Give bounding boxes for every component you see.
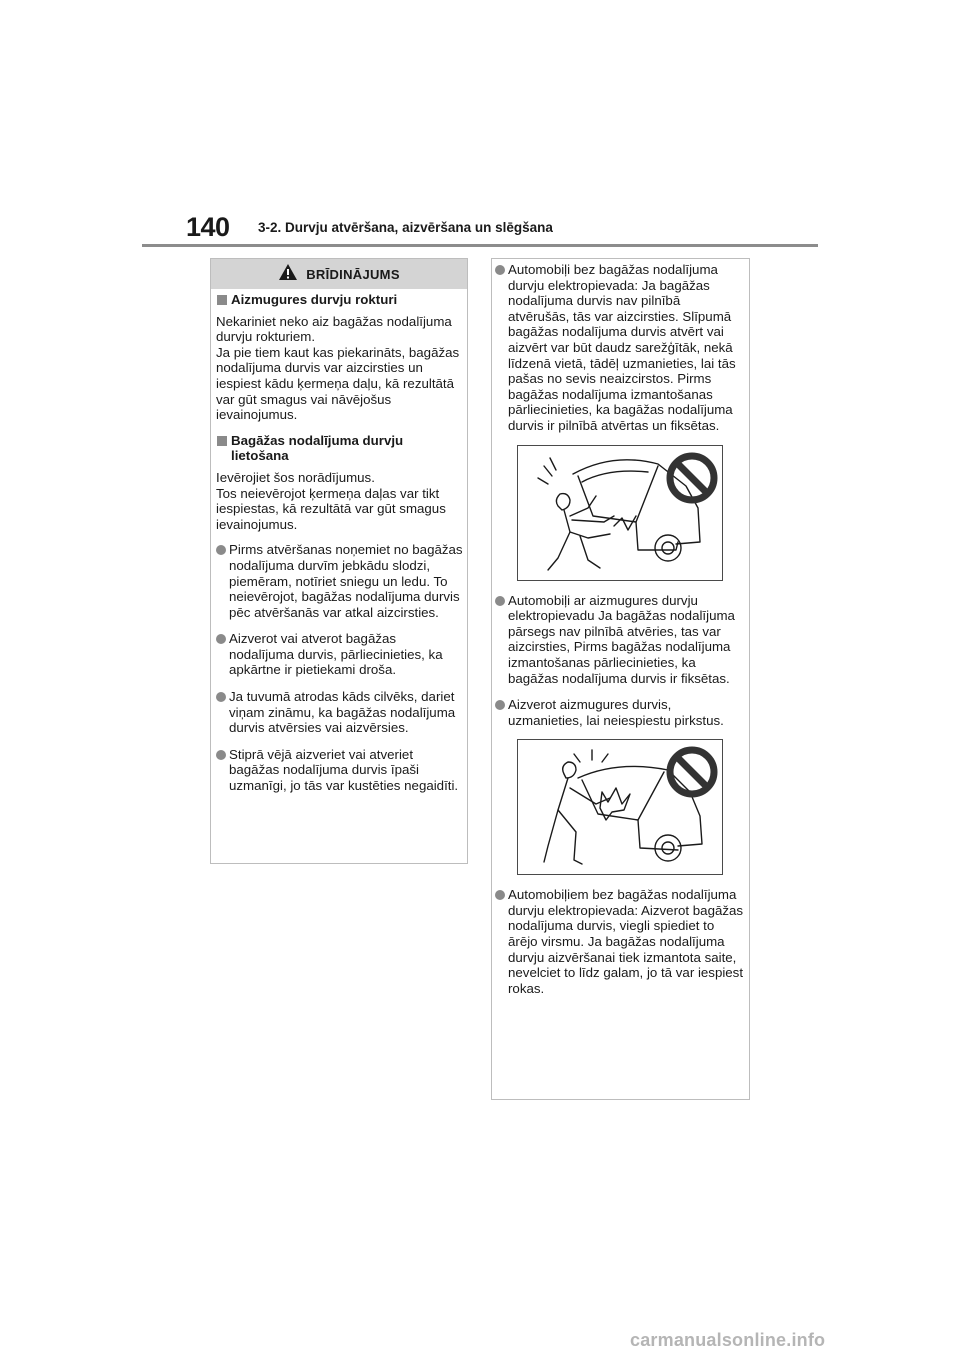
paragraph-line: Tos neievērojot ķermeņa daļas var tikt iespiestas, kā rezultātā var gūt smagus ievainojumus.: [216, 485, 446, 532]
list-item: [216, 747, 464, 794]
round-bullet-icon: [495, 700, 505, 710]
warning-triangle-icon: [278, 263, 298, 286]
paragraph: [216, 470, 464, 532]
list-item-text: Aizverot vai atverot bagāžas nodalījuma durvis, pārliecinieties, ka apkārtne ir pietiekami droša.: [229, 631, 443, 678]
round-bullet-icon: [495, 890, 505, 900]
subheading-text: Bagāžas nodalījuma durvju lietošana: [231, 432, 404, 464]
round-bullet-icon: [216, 634, 226, 644]
square-bullet-icon: [217, 436, 227, 446]
subheading: [216, 292, 464, 308]
list-item: [495, 887, 745, 996]
header-rule: [142, 244, 818, 247]
list-item: [495, 697, 745, 728]
section-title: 3-2. Durvju atvēršana, aizvēršana un slēgšana: [258, 220, 553, 235]
list-item: [495, 593, 745, 687]
list-item-text: Stiprā vējā aizveriet vai atveriet bagāžas nodalījuma durvis īpaši uzmanīgi, jo tās var kustēties negaidīti.: [229, 746, 459, 794]
list-item: [216, 689, 464, 736]
list-item-text: Pirms atvēršanas noņemiet no bagāžas nodalījuma durvīm jebkādu slodzi, piemēram, notīriet sniegu un ledu. To neievērojot, bagāžas nodalījuma durvis pēc atvēršanās var atkal aizcirsties.: [229, 542, 463, 620]
round-bullet-icon: [495, 265, 505, 275]
list-item: [495, 262, 745, 434]
round-bullet-icon: [216, 545, 226, 555]
warning-title: BRĪDINĀJUMS: [306, 266, 400, 282]
list-item: [216, 631, 464, 678]
list-item: [216, 542, 464, 620]
warning-content: [216, 292, 464, 805]
watermark: carmanualsonline.info: [630, 1330, 826, 1350]
page-number: 140: [186, 212, 230, 242]
right-content: [495, 262, 745, 1007]
list-item-text: Ja tuvumā atrodas kāds cilvēks, dariet viņam zināmu, ka bagāžas nodalījuma durvis atvērsies vai aizvērsies.: [229, 689, 456, 736]
paragraph-line: Ja pie tiem kaut kas piekarināts, bagāžas nodalījuma durvis var aizcirsties un iespiest kādu ķermeņa daļu, kā rezultātā var gūt smagus vai nāvējošus ievainojumus.: [216, 344, 460, 423]
list-item-text: Aizverot aizmugures durvis, uzmanieties, lai neiespiestu pirkstus.: [508, 697, 724, 728]
list-item-text: Automobiļi bez bagāžas nodalījuma durvju elektropievada: Ja bagāžas nodalījuma durvis nav pilnībā atvērušās, tās var aizcirsties. Slīpumā bagāžas nodalījuma durvis atvērt vai aizvērt var būt daudz sarežģītāk, nekā līdzenā vietā, tādēļ uzmanieties, lai tās pašas no sevis neaizcirstos. Pirms bagāžas nodalījuma izmantošanas pārliecinieties, ka bagāžas nodalījuma durvis ir pilnībā atvērtas un fiksētas.: [508, 262, 736, 433]
illustration-finger-pinch: [517, 739, 723, 875]
illustration-tailgate-slam: [517, 445, 723, 581]
list-item-text: Automobiļi ar aizmugures durvju elektropievadu Ja bagāžas nodalījuma pārsegs nav pilnībā atvēries, tas var aizcirsties, Pirms bagāžas nodalījuma izmantošanas pārliecinieties, ka bagāžas nodalījuma durvis ir fiksētas.: [508, 592, 735, 686]
square-bullet-icon: [217, 295, 227, 305]
subheading-text: Aizmugures durvju rokturi: [231, 292, 398, 307]
list-item-text: Automobiļiem bez bagāžas nodalījuma durvju elektropievada: Aizverot bagāžas nodalījuma durvis, viegli spiediet to ārējo virsmu. Ja bagāžas nodalījuma durvju aizvēršanai tiek izmantota saite, nevelciet to līdz galam, jo tā var iespiest rokas.: [508, 887, 744, 996]
subheading: [216, 433, 464, 464]
round-bullet-icon: [495, 596, 505, 606]
warning-header: [211, 259, 467, 289]
paragraph: [216, 314, 464, 423]
round-bullet-icon: [216, 692, 226, 702]
round-bullet-icon: [216, 750, 226, 760]
paragraph-line: Ievērojiet šos norādījumus.: [216, 469, 375, 485]
paragraph-line: Nekariniet neko aiz bagāžas nodalījuma durvju rokturiem.: [216, 313, 452, 345]
